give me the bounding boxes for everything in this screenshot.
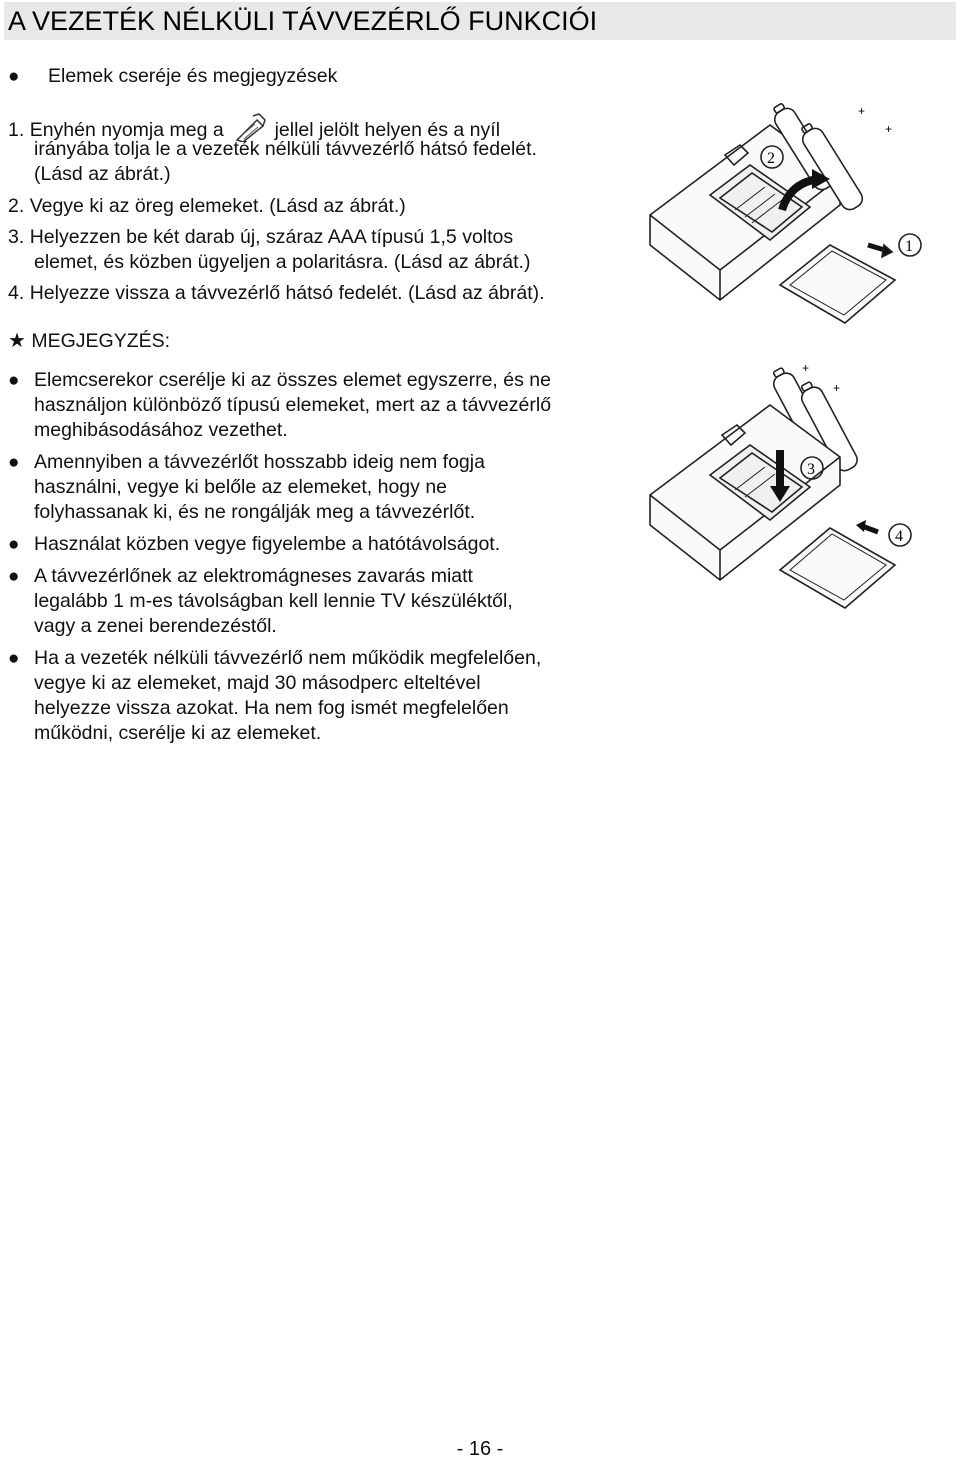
step-2: [8, 194, 406, 219]
polarity-mark: +: [885, 122, 893, 136]
note-1-line-2: használjon különböző típusú elemeket, mert az a távvezérlő: [34, 394, 552, 416]
note-3-line-1: Használat közben vegye figyelembe a hatótávolságot.: [34, 533, 501, 555]
note-heading-text: MEGJEGYZÉS:: [31, 330, 171, 352]
step-3: [8, 225, 513, 250]
note-4-line-3: vagy a zenei berendezéstől.: [34, 615, 277, 637]
note-4-line-2: legalább 1 m-es távolságban kell lennie TV készüléktől,: [34, 590, 513, 612]
page-number: - 16 -: [456, 1438, 504, 1460]
step-3-line-2: elemet, és közben ügyeljen a polaritásra. (Lásd az ábrát.): [34, 251, 531, 273]
note-2-line-1: Amennyiben a távvezérlőt hosszabb ideig nem fogja: [34, 451, 485, 473]
note-5-line-2: vegye ki az elemeket, majd 30 másodperc elteltével: [34, 672, 481, 694]
bullet-dot: ●: [8, 370, 20, 391]
step-text: Helyezzen be két darab új, száraz AAA típusú 1,5 voltos: [29, 226, 514, 248]
note-2-line-2: használni, vegye ki belőle az elemeket, hogy ne: [34, 476, 448, 498]
polarity-mark: +: [802, 361, 810, 375]
battery-insertion-illustration: [640, 360, 940, 610]
step-number: 1.: [8, 119, 25, 141]
battery-removal-illustration: [640, 95, 940, 335]
bullet-dot: ●: [8, 566, 20, 587]
note-1-line-3: meghibásodásához vezethet.: [34, 419, 288, 441]
polarity-mark: +: [858, 104, 866, 118]
note-4-line-1: A távvezérlőnek az elektromágneses zavarás miatt: [34, 565, 473, 587]
polarity-mark: +: [833, 381, 841, 395]
bullet-dot: ●: [8, 66, 20, 87]
bullet-dot: ●: [8, 534, 20, 555]
note-1-line-1: Elemcserekor cserélje ki az összes elemet egyszerre, és ne: [34, 369, 551, 391]
note-5-line-3: helyezze vissza azokat. Ha nem fog ismét megfelelően: [34, 697, 509, 719]
figure-label: 3: [807, 461, 815, 478]
step-number: 4.: [8, 282, 25, 304]
section-heading: Elemek cseréje és megjegyzések: [48, 65, 338, 87]
step-1-line-2: irányába tolja le a vezeték nélküli távvezérlő hátsó fedelét.: [34, 138, 537, 160]
note-5-line-4: működni, cserélje ki az elemeket.: [34, 722, 322, 744]
figure-label: 1: [905, 238, 913, 255]
bullet-dot: ●: [8, 648, 20, 669]
step-text: Enyhén nyomja meg a: [29, 119, 224, 141]
note-2-line-3: folyhassanak ki, és ne rongálják meg a távvezérlőt.: [34, 501, 476, 523]
step-4: [8, 281, 545, 306]
page-title: A VEZETÉK NÉLKÜLI TÁVVEZÉRLŐ FUNKCIÓI: [4, 2, 956, 40]
bullet-dot: ●: [8, 452, 20, 473]
figure-label: 4: [895, 528, 903, 545]
note-heading: [8, 329, 170, 354]
step-number: 3.: [8, 226, 25, 248]
figure-label: 2: [767, 150, 775, 167]
step-text: Helyezze vissza a távvezérlő hátsó fedelét. (Lásd az ábrát).: [29, 282, 545, 304]
star-icon: ★: [8, 330, 26, 352]
step-number: 2.: [8, 195, 25, 217]
step-text: Vegye ki az öreg elemeket. (Lásd az ábrát.): [29, 195, 406, 217]
note-5-line-1: Ha a vezeték nélküli távvezérlő nem működik megfelelően,: [34, 647, 542, 669]
step-text: jellel jelölt helyen és a nyíl: [274, 119, 501, 141]
step-1-line-3: (Lásd az ábrát.): [34, 163, 171, 185]
